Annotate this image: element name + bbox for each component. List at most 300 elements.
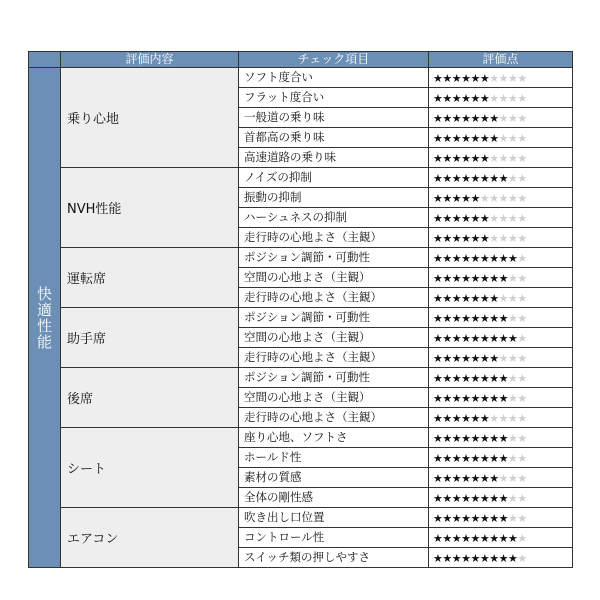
- filled-star-icon: ★: [479, 292, 490, 305]
- check-item-cell: ハーシュネスの抑制: [239, 208, 429, 228]
- filled-star-icon: ★: [461, 532, 471, 545]
- filled-star-icon: ★: [498, 312, 508, 325]
- empty-star-icon: ★: [498, 152, 508, 165]
- filled-star-icon: ★: [433, 412, 443, 425]
- filled-star-icon: ★: [508, 252, 518, 265]
- empty-star-icon: ★: [489, 92, 499, 105]
- empty-star-icon: ★: [508, 392, 518, 405]
- filled-star-icon: ★: [470, 492, 480, 505]
- star-rating: [433, 332, 527, 345]
- filled-star-icon: ★: [433, 172, 443, 185]
- filled-star-icon: ★: [489, 432, 499, 445]
- filled-star-icon: ★: [451, 312, 462, 325]
- filled-star-icon: ★: [479, 452, 490, 465]
- filled-star-icon: ★: [479, 332, 490, 345]
- rating-cell: [429, 208, 573, 228]
- star-rating: [433, 472, 527, 485]
- filled-star-icon: ★: [498, 532, 508, 545]
- filled-star-icon: ★: [489, 352, 499, 365]
- filled-star-icon: ★: [451, 112, 462, 125]
- star-rating: [433, 172, 527, 185]
- filled-star-icon: ★: [470, 432, 480, 445]
- check-item-cell: 吹き出し口位置: [239, 508, 429, 528]
- filled-star-icon: ★: [433, 152, 443, 165]
- filled-star-icon: ★: [461, 432, 471, 445]
- header-score: 評価点: [429, 52, 573, 68]
- check-item-cell: 振動の抑制: [239, 188, 429, 208]
- rating-cell: [429, 248, 573, 268]
- table-row: [29, 68, 573, 88]
- filled-star-icon: ★: [479, 392, 490, 405]
- filled-star-icon: ★: [451, 152, 462, 165]
- filled-star-icon: ★: [479, 432, 490, 445]
- filled-star-icon: ★: [442, 532, 452, 545]
- check-item-cell: 走行時の心地よさ（主観）: [239, 348, 429, 368]
- filled-star-icon: ★: [479, 232, 490, 245]
- star-rating: [433, 112, 527, 125]
- empty-star-icon: ★: [517, 392, 527, 405]
- star-rating: [433, 272, 527, 285]
- filled-star-icon: ★: [433, 492, 443, 505]
- empty-star-icon: ★: [498, 192, 508, 205]
- empty-star-icon: ★: [517, 372, 527, 385]
- filled-star-icon: ★: [442, 432, 452, 445]
- filled-star-icon: ★: [461, 372, 471, 385]
- empty-star-icon: ★: [498, 112, 508, 125]
- empty-star-icon: ★: [517, 452, 527, 465]
- empty-star-icon: ★: [508, 372, 518, 385]
- filled-star-icon: ★: [451, 532, 462, 545]
- check-item-cell: コントロール性: [239, 528, 429, 548]
- empty-star-icon: ★: [517, 512, 527, 525]
- filled-star-icon: ★: [479, 112, 490, 125]
- filled-star-icon: ★: [479, 272, 490, 285]
- filled-star-icon: ★: [461, 452, 471, 465]
- rating-cell: [429, 168, 573, 188]
- empty-star-icon: ★: [517, 332, 527, 345]
- empty-star-icon: ★: [498, 72, 508, 85]
- star-rating: [433, 352, 527, 365]
- check-item-cell: ホールド性: [239, 448, 429, 468]
- filled-star-icon: ★: [479, 152, 490, 165]
- filled-star-icon: ★: [442, 232, 452, 245]
- filled-star-icon: ★: [442, 352, 452, 365]
- star-rating: [433, 292, 527, 305]
- filled-star-icon: ★: [433, 352, 443, 365]
- filled-star-icon: ★: [451, 212, 462, 225]
- rating-cell: [429, 528, 573, 548]
- header-corner: [29, 52, 61, 68]
- filled-star-icon: ★: [489, 532, 499, 545]
- empty-star-icon: ★: [508, 492, 518, 505]
- filled-star-icon: ★: [470, 512, 480, 525]
- filled-star-icon: ★: [461, 492, 471, 505]
- filled-star-icon: ★: [433, 452, 443, 465]
- filled-star-icon: ★: [470, 252, 480, 265]
- filled-star-icon: ★: [442, 152, 452, 165]
- check-item-cell: 走行時の心地よさ（主観）: [239, 288, 429, 308]
- check-item-cell: 一般道の乗り味: [239, 108, 429, 128]
- rating-cell: [429, 308, 573, 328]
- filled-star-icon: ★: [498, 452, 508, 465]
- filled-star-icon: ★: [451, 192, 462, 205]
- filled-star-icon: ★: [433, 432, 443, 445]
- filled-star-icon: ★: [479, 312, 490, 325]
- empty-star-icon: ★: [517, 552, 527, 565]
- rating-cell: [429, 108, 573, 128]
- rating-cell: [429, 388, 573, 408]
- empty-star-icon: ★: [517, 492, 527, 505]
- filled-star-icon: ★: [470, 272, 480, 285]
- check-item-cell: ノイズの抑制: [239, 168, 429, 188]
- empty-star-icon: ★: [489, 152, 499, 165]
- filled-star-icon: ★: [489, 132, 499, 145]
- rating-cell: [429, 448, 573, 468]
- check-item-cell: 素材の質感: [239, 468, 429, 488]
- star-rating: [433, 412, 527, 425]
- filled-star-icon: ★: [470, 172, 480, 185]
- filled-star-icon: ★: [498, 332, 508, 345]
- filled-star-icon: ★: [489, 392, 499, 405]
- filled-star-icon: ★: [451, 332, 462, 345]
- rating-cell: [429, 128, 573, 148]
- filled-star-icon: ★: [442, 472, 452, 485]
- star-rating: [433, 232, 527, 245]
- rating-cell: [429, 488, 573, 508]
- filled-star-icon: ★: [470, 532, 480, 545]
- filled-star-icon: ★: [489, 252, 499, 265]
- filled-star-icon: ★: [433, 192, 443, 205]
- filled-star-icon: ★: [442, 272, 452, 285]
- star-rating: [433, 72, 527, 85]
- filled-star-icon: ★: [433, 72, 443, 85]
- check-item-cell: 空間の心地よさ（主観）: [239, 388, 429, 408]
- filled-star-icon: ★: [442, 72, 452, 85]
- rating-cell: [429, 408, 573, 428]
- rating-cell: [429, 368, 573, 388]
- check-item-cell: 首都高の乗り味: [239, 128, 429, 148]
- filled-star-icon: ★: [433, 472, 443, 485]
- filled-star-icon: ★: [442, 292, 452, 305]
- filled-star-icon: ★: [451, 392, 462, 405]
- check-item-cell: 空間の心地よさ（主観）: [239, 268, 429, 288]
- filled-star-icon: ★: [442, 512, 452, 525]
- rating-cell: [429, 68, 573, 88]
- star-rating: [433, 252, 527, 265]
- check-item-cell: ソフト度合い: [239, 68, 429, 88]
- filled-star-icon: ★: [433, 312, 443, 325]
- filled-star-icon: ★: [489, 372, 499, 385]
- rating-cell: [429, 348, 573, 368]
- table-row: [29, 368, 573, 388]
- filled-star-icon: ★: [461, 352, 471, 365]
- category-cell: 後席: [61, 368, 239, 428]
- rating-cell: [429, 228, 573, 248]
- filled-star-icon: ★: [479, 172, 490, 185]
- filled-star-icon: ★: [489, 292, 499, 305]
- filled-star-icon: ★: [461, 272, 471, 285]
- filled-star-icon: ★: [442, 492, 452, 505]
- empty-star-icon: ★: [517, 472, 527, 485]
- filled-star-icon: ★: [451, 232, 462, 245]
- filled-star-icon: ★: [461, 292, 471, 305]
- empty-star-icon: ★: [498, 132, 508, 145]
- table-row: [29, 248, 573, 268]
- empty-star-icon: ★: [498, 292, 508, 305]
- filled-star-icon: ★: [461, 192, 471, 205]
- empty-star-icon: ★: [508, 132, 518, 145]
- filled-star-icon: ★: [489, 472, 499, 485]
- filled-star-icon: ★: [470, 92, 480, 105]
- filled-star-icon: ★: [479, 552, 490, 565]
- filled-star-icon: ★: [451, 412, 462, 425]
- check-item-cell: 座り心地、ソフトさ: [239, 428, 429, 448]
- filled-star-icon: ★: [470, 472, 480, 485]
- filled-star-icon: ★: [433, 132, 443, 145]
- filled-star-icon: ★: [442, 552, 452, 565]
- filled-star-icon: ★: [461, 312, 471, 325]
- header-content: 評価内容: [61, 52, 239, 68]
- category-cell: NVH性能: [61, 168, 239, 248]
- empty-star-icon: ★: [517, 532, 527, 545]
- category-cell: シート: [61, 428, 239, 508]
- empty-star-icon: ★: [498, 212, 508, 225]
- filled-star-icon: ★: [479, 472, 490, 485]
- filled-star-icon: ★: [451, 472, 462, 485]
- filled-star-icon: ★: [479, 92, 490, 105]
- empty-star-icon: ★: [489, 212, 499, 225]
- category-cell: 助手席: [61, 308, 239, 368]
- empty-star-icon: ★: [508, 112, 518, 125]
- filled-star-icon: ★: [479, 532, 490, 545]
- empty-star-icon: ★: [508, 92, 518, 105]
- filled-star-icon: ★: [451, 172, 462, 185]
- filled-star-icon: ★: [461, 72, 471, 85]
- star-rating: [433, 392, 527, 405]
- filled-star-icon: ★: [498, 552, 508, 565]
- filled-star-icon: ★: [451, 512, 462, 525]
- filled-star-icon: ★: [479, 412, 490, 425]
- filled-star-icon: ★: [489, 312, 499, 325]
- evaluation-table: [28, 51, 573, 568]
- filled-star-icon: ★: [489, 552, 499, 565]
- filled-star-icon: ★: [498, 512, 508, 525]
- filled-star-icon: ★: [451, 132, 462, 145]
- filled-star-icon: ★: [470, 372, 480, 385]
- filled-star-icon: ★: [461, 472, 471, 485]
- filled-star-icon: ★: [461, 552, 471, 565]
- empty-star-icon: ★: [508, 212, 518, 225]
- empty-star-icon: ★: [508, 432, 518, 445]
- empty-star-icon: ★: [508, 292, 518, 305]
- filled-star-icon: ★: [433, 292, 443, 305]
- filled-star-icon: ★: [461, 212, 471, 225]
- filled-star-icon: ★: [461, 252, 471, 265]
- rating-cell: [429, 428, 573, 448]
- empty-star-icon: ★: [508, 192, 518, 205]
- empty-star-icon: ★: [498, 232, 508, 245]
- filled-star-icon: ★: [470, 192, 480, 205]
- empty-star-icon: ★: [498, 92, 508, 105]
- check-item-cell: 空間の心地よさ（主観）: [239, 328, 429, 348]
- filled-star-icon: ★: [451, 72, 462, 85]
- filled-star-icon: ★: [461, 152, 471, 165]
- filled-star-icon: ★: [479, 72, 490, 85]
- empty-star-icon: ★: [508, 172, 518, 185]
- empty-star-icon: ★: [517, 272, 527, 285]
- empty-star-icon: ★: [508, 272, 518, 285]
- filled-star-icon: ★: [470, 232, 480, 245]
- empty-star-icon: ★: [498, 412, 508, 425]
- filled-star-icon: ★: [451, 352, 462, 365]
- filled-star-icon: ★: [470, 452, 480, 465]
- filled-star-icon: ★: [470, 552, 480, 565]
- filled-star-icon: ★: [470, 292, 480, 305]
- empty-star-icon: ★: [517, 412, 527, 425]
- star-rating: [433, 92, 527, 105]
- empty-star-icon: ★: [508, 152, 518, 165]
- check-item-cell: スイッチ類の押しやすさ: [239, 548, 429, 568]
- filled-star-icon: ★: [442, 92, 452, 105]
- category-cell: エアコン: [61, 508, 239, 568]
- check-item-cell: 全体の剛性感: [239, 488, 429, 508]
- filled-star-icon: ★: [433, 532, 443, 545]
- filled-star-icon: ★: [451, 372, 462, 385]
- empty-star-icon: ★: [517, 72, 527, 85]
- filled-star-icon: ★: [489, 112, 499, 125]
- filled-star-icon: ★: [470, 332, 480, 345]
- filled-star-icon: ★: [470, 212, 480, 225]
- filled-star-icon: ★: [442, 192, 452, 205]
- empty-star-icon: ★: [517, 172, 527, 185]
- check-item-cell: フラット度合い: [239, 88, 429, 108]
- check-item-cell: 走行時の心地よさ（主観）: [239, 228, 429, 248]
- filled-star-icon: ★: [451, 552, 462, 565]
- filled-star-icon: ★: [461, 232, 471, 245]
- filled-star-icon: ★: [498, 432, 508, 445]
- filled-star-icon: ★: [470, 352, 480, 365]
- star-rating: [433, 552, 527, 565]
- rating-cell: [429, 148, 573, 168]
- filled-star-icon: ★: [433, 512, 443, 525]
- filled-star-icon: ★: [461, 92, 471, 105]
- star-rating: [433, 372, 527, 385]
- empty-star-icon: ★: [498, 352, 508, 365]
- filled-star-icon: ★: [479, 372, 490, 385]
- filled-star-icon: ★: [451, 252, 462, 265]
- filled-star-icon: ★: [442, 212, 452, 225]
- filled-star-icon: ★: [470, 412, 480, 425]
- rating-cell: [429, 288, 573, 308]
- filled-star-icon: ★: [479, 132, 490, 145]
- filled-star-icon: ★: [451, 272, 462, 285]
- filled-star-icon: ★: [433, 212, 443, 225]
- filled-star-icon: ★: [470, 312, 480, 325]
- rating-cell: [429, 548, 573, 568]
- filled-star-icon: ★: [498, 372, 508, 385]
- filled-star-icon: ★: [442, 332, 452, 345]
- empty-star-icon: ★: [517, 192, 527, 205]
- star-rating: [433, 212, 527, 225]
- filled-star-icon: ★: [433, 552, 443, 565]
- filled-star-icon: ★: [442, 172, 452, 185]
- empty-star-icon: ★: [517, 292, 527, 305]
- filled-star-icon: ★: [479, 492, 490, 505]
- filled-star-icon: ★: [451, 432, 462, 445]
- category-cell: 運転席: [61, 248, 239, 308]
- filled-star-icon: ★: [433, 232, 443, 245]
- side-label: 快適性能: [29, 68, 61, 568]
- empty-star-icon: ★: [517, 312, 527, 325]
- filled-star-icon: ★: [498, 252, 508, 265]
- check-item-cell: ポジション調節・可動性: [239, 308, 429, 328]
- filled-star-icon: ★: [442, 132, 452, 145]
- star-rating: [433, 452, 527, 465]
- filled-star-icon: ★: [442, 252, 452, 265]
- filled-star-icon: ★: [433, 392, 443, 405]
- filled-star-icon: ★: [442, 412, 452, 425]
- empty-star-icon: ★: [508, 232, 518, 245]
- empty-star-icon: ★: [489, 412, 499, 425]
- filled-star-icon: ★: [498, 172, 508, 185]
- rating-cell: [429, 88, 573, 108]
- star-rating: [433, 312, 527, 325]
- filled-star-icon: ★: [470, 112, 480, 125]
- table-row: [29, 308, 573, 328]
- filled-star-icon: ★: [442, 312, 452, 325]
- filled-star-icon: ★: [498, 392, 508, 405]
- empty-star-icon: ★: [517, 352, 527, 365]
- rating-cell: [429, 328, 573, 348]
- empty-star-icon: ★: [489, 192, 499, 205]
- empty-star-icon: ★: [517, 232, 527, 245]
- empty-star-icon: ★: [508, 452, 518, 465]
- table-row: [29, 508, 573, 528]
- empty-star-icon: ★: [489, 232, 499, 245]
- filled-star-icon: ★: [470, 392, 480, 405]
- filled-star-icon: ★: [451, 492, 462, 505]
- filled-star-icon: ★: [508, 552, 518, 565]
- filled-star-icon: ★: [461, 392, 471, 405]
- filled-star-icon: ★: [498, 492, 508, 505]
- filled-star-icon: ★: [451, 92, 462, 105]
- filled-star-icon: ★: [442, 112, 452, 125]
- filled-star-icon: ★: [479, 252, 490, 265]
- filled-star-icon: ★: [498, 272, 508, 285]
- filled-star-icon: ★: [442, 372, 452, 385]
- empty-star-icon: ★: [517, 112, 527, 125]
- star-rating: [433, 532, 527, 545]
- filled-star-icon: ★: [489, 272, 499, 285]
- filled-star-icon: ★: [461, 332, 471, 345]
- filled-star-icon: ★: [461, 512, 471, 525]
- empty-star-icon: ★: [517, 92, 527, 105]
- filled-star-icon: ★: [433, 252, 443, 265]
- empty-star-icon: ★: [517, 212, 527, 225]
- evaluation-table-container: [28, 51, 572, 568]
- filled-star-icon: ★: [479, 352, 490, 365]
- filled-star-icon: ★: [433, 92, 443, 105]
- empty-star-icon: ★: [517, 152, 527, 165]
- filled-star-icon: ★: [479, 212, 490, 225]
- table-body: [29, 68, 573, 568]
- star-rating: [433, 152, 527, 165]
- filled-star-icon: ★: [489, 332, 499, 345]
- filled-star-icon: ★: [508, 332, 518, 345]
- filled-star-icon: ★: [461, 412, 471, 425]
- check-item-cell: ポジション調節・可動性: [239, 248, 429, 268]
- star-rating: [433, 132, 527, 145]
